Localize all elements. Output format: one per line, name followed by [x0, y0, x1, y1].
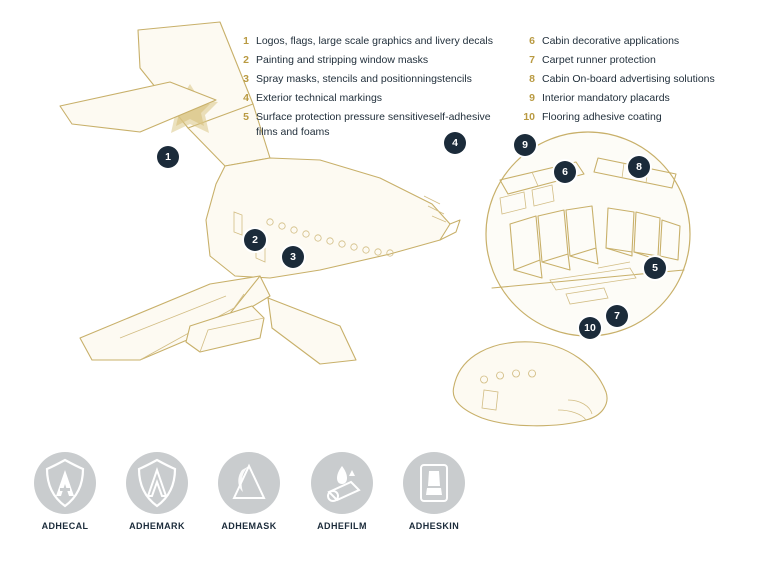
callout-marker-7[interactable]: 7: [606, 305, 628, 327]
legend-item: [518, 53, 758, 68]
legend-number: 5: [243, 110, 249, 123]
legend-label: Spray masks, stencils and positionningstencils: [256, 72, 472, 85]
legend-item: [518, 34, 758, 49]
shield-a-outline-icon: [126, 452, 188, 514]
legend-label: Painting and stripping window masks: [256, 53, 429, 66]
product-badge-label: ADHESKIN: [408, 521, 460, 531]
product-badge-label: ADHECAL: [41, 521, 89, 531]
legend-label: Cabin decorative applications: [542, 35, 680, 47]
product-badge-label: ADHEFILM: [317, 521, 367, 531]
legend-number: 9: [529, 91, 535, 104]
callout-marker-5[interactable]: 5: [644, 257, 666, 279]
legend-label: Surface protection pressure sensitiveself-adhesive films and foams: [256, 110, 491, 138]
callout-marker-10[interactable]: 10: [579, 317, 601, 339]
legend-item: [232, 53, 504, 68]
legend-number: 3: [243, 72, 249, 85]
product-badge-row: [0, 440, 768, 544]
legend-exterior: [232, 34, 504, 143]
product-badge-adheskin[interactable]: [375, 452, 493, 531]
legend-item: [232, 34, 504, 49]
legend-item: [232, 72, 504, 87]
legend-number: 10: [523, 110, 535, 123]
legend-number: 6: [529, 35, 535, 47]
callout-marker-1[interactable]: 1: [157, 146, 179, 168]
legend-label: Logos, flags, large scale graphics and livery decals: [256, 35, 493, 47]
legend-label: Carpet runner protection: [542, 53, 656, 66]
product-badge-label: ADHEMARK: [129, 521, 185, 531]
nose-section-illustration: [440, 330, 620, 450]
callout-marker-2[interactable]: 2: [244, 229, 266, 251]
callout-marker-9[interactable]: 9: [514, 134, 536, 156]
callout-marker-3[interactable]: 3: [282, 246, 304, 268]
legend-label: Cabin On-board advertising solutions: [542, 72, 715, 85]
legend-number: 8: [529, 72, 535, 85]
legend-item: [518, 91, 758, 106]
callout-marker-8[interactable]: 8: [628, 156, 650, 178]
cabin-cutaway-illustration: [480, 128, 700, 344]
legend-label: Interior mandatory placards: [542, 91, 670, 104]
legend-label: Flooring adhesive coating: [542, 110, 662, 123]
legend-number: 7: [529, 53, 535, 66]
legend-number: 4: [243, 91, 249, 104]
seat-cover-icon: [403, 452, 465, 514]
mask-peel-icon: [218, 452, 280, 514]
callout-marker-6[interactable]: 6: [554, 161, 576, 183]
legend-number: 1: [243, 35, 249, 47]
legend-label: Exterior technical markings: [256, 91, 383, 104]
legend-item: [518, 110, 758, 125]
film-roll-droplet-icon: [311, 452, 373, 514]
shield-a-icon: [34, 452, 96, 514]
legend-number: 2: [243, 53, 249, 66]
legend-item: [232, 91, 504, 106]
legend-interior: [518, 34, 758, 129]
product-badge-label: ADHEMASK: [221, 521, 277, 531]
legend-item: [518, 72, 758, 87]
callout-marker-4[interactable]: 4: [444, 132, 466, 154]
